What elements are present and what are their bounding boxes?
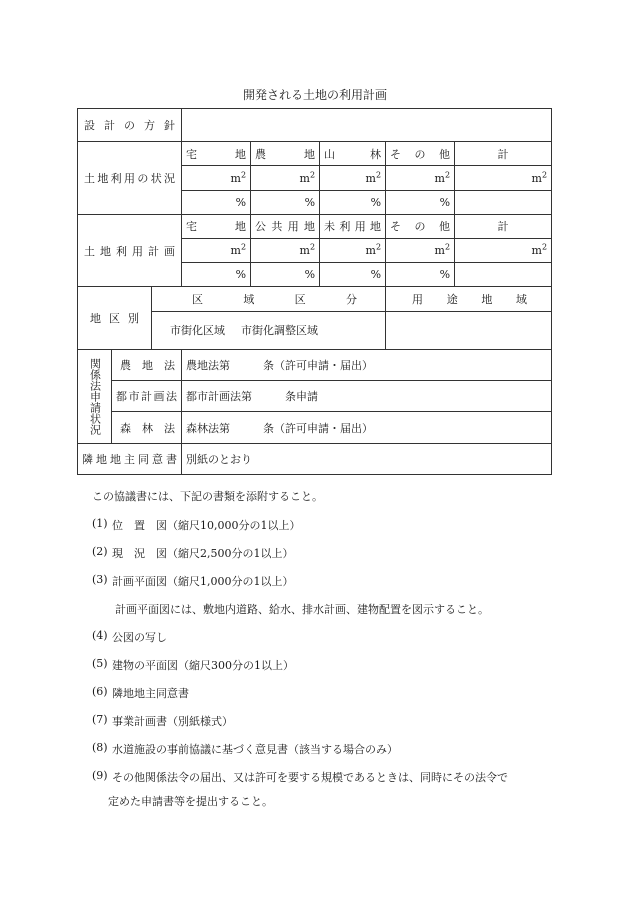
item9-continuation: 定めた申請書等を提出すること。 <box>108 795 273 808</box>
item-number: (2) <box>92 545 108 558</box>
list-item <box>92 545 562 573</box>
policy-field[interactable] <box>182 109 552 142</box>
attachment-notes <box>92 489 562 813</box>
law-name-2: 森林法 <box>120 421 176 435</box>
item-number: (8) <box>92 741 108 754</box>
list-item <box>92 573 562 601</box>
plan-label: 土地利用計画 <box>84 244 176 258</box>
list-item <box>92 629 562 657</box>
status-percent-field[interactable] <box>251 190 320 214</box>
list-item <box>92 741 562 769</box>
status-percent-field[interactable] <box>320 190 386 214</box>
status-area-field[interactable] <box>182 166 251 190</box>
area-unit-exp: 2 <box>444 242 451 252</box>
list-item <box>92 517 562 545</box>
item-number: (5) <box>92 657 108 670</box>
area-unit-exp: 2 <box>541 169 548 179</box>
status-area-field[interactable] <box>386 166 455 190</box>
law-name-1: 都市計画法 <box>116 390 178 404</box>
item-text: 隣地地主同意書 <box>112 687 189 700</box>
percent-unit: % <box>370 195 382 209</box>
zone-header-left-cell <box>152 287 386 311</box>
area-unit-exp: 2 <box>309 169 316 179</box>
area-unit-exp: 2 <box>240 242 247 252</box>
area-unit-exp: 2 <box>444 169 451 179</box>
law-name-cell-1 <box>112 381 182 412</box>
item-text: 事業計画書（別紙様式） <box>112 715 233 728</box>
status-percent-field[interactable] <box>386 190 455 214</box>
item-text: その他関係法令の届出、又は許可を要する規模であるときは、同時にその法令で <box>112 771 508 784</box>
page-title: 開発される土地の利用計画 <box>242 88 387 102</box>
item-text: 公図の写し <box>112 631 167 644</box>
list-item <box>92 769 562 793</box>
plan-header-4: 計 <box>455 214 552 238</box>
land-use-form <box>77 108 551 475</box>
status-header-2: 山林 <box>320 142 386 166</box>
item-text: 現 況 図（縮尺2,500分の1以上） <box>112 547 294 560</box>
plan-area-field[interactable] <box>386 239 455 263</box>
item-number: (7) <box>92 713 108 726</box>
law-field-2[interactable]: 森林法第 条（許可申請・届出） <box>182 412 552 443</box>
item-number: (3) <box>92 573 108 586</box>
law-name-cell-2 <box>112 412 182 443</box>
area-unit: m <box>531 244 542 258</box>
status-area-field[interactable] <box>320 166 386 190</box>
zone-header-right: 用途地域 <box>412 292 528 306</box>
percent-unit: % <box>235 195 247 209</box>
notes-intro: この協議書には、下記の書類を添附すること。 <box>92 490 323 503</box>
percent-unit: % <box>370 268 382 282</box>
law-name-0: 農地法 <box>120 359 176 373</box>
plan-area-field[interactable] <box>182 239 251 263</box>
item-number: (4) <box>92 629 108 642</box>
plan-header-0: 宅地 <box>182 214 251 238</box>
item3-note: 計画平面図には、敷地内道路、給水、排水計画、建物配置を図示すること。 <box>115 603 489 616</box>
percent-unit: % <box>235 268 247 282</box>
list-item <box>92 685 562 713</box>
status-label-cell <box>78 142 182 215</box>
status-header-0: 宅地 <box>182 142 251 166</box>
list-item <box>92 713 562 741</box>
policy-label: 設計の方針 <box>84 119 176 133</box>
plan-percent-field[interactable] <box>182 263 251 287</box>
plan-percent-field[interactable] <box>386 263 455 287</box>
zone-classification-field[interactable] <box>152 311 386 349</box>
percent-unit: % <box>439 268 451 282</box>
area-unit-exp: 2 <box>375 169 382 179</box>
consent-label: 隣地地主同意書 <box>82 452 178 466</box>
area-unit-exp: 2 <box>375 242 382 252</box>
relation-label: 関係法申請状況 <box>78 349 112 443</box>
area-unit: m <box>299 244 310 258</box>
plan-percent-field[interactable] <box>251 263 320 287</box>
status-percent-total-field[interactable] <box>455 190 552 214</box>
percent-unit: % <box>304 195 316 209</box>
law-field-0[interactable]: 農地法第 条（許可申請・届出） <box>182 349 552 380</box>
plan-header-3: その他 <box>386 214 455 238</box>
law-field-1[interactable]: 都市計画法第 条申請 <box>182 381 552 412</box>
area-unit-exp: 2 <box>541 242 548 252</box>
area-unit: m <box>365 171 376 185</box>
item-number: (9) <box>92 769 108 782</box>
item-text: 位 置 図（縮尺10,000分の1以上） <box>112 519 301 532</box>
item-number: (6) <box>92 685 108 698</box>
zone-header-left: 区域区分 <box>192 292 358 306</box>
percent-unit: % <box>439 195 451 209</box>
status-header-3: その他 <box>386 142 455 166</box>
area-unit: m <box>365 244 376 258</box>
plan-area-field[interactable] <box>320 239 386 263</box>
status-label: 土地利用の状況 <box>84 172 176 186</box>
plan-area-total-field[interactable] <box>455 239 552 263</box>
area-unit: m <box>531 171 542 185</box>
area-unit: m <box>230 244 241 258</box>
list-item <box>92 657 562 685</box>
item-text: 建物の平面図（縮尺300分の1以上） <box>112 659 294 672</box>
status-area-total-field[interactable] <box>455 166 552 190</box>
plan-percent-field[interactable] <box>320 263 386 287</box>
area-unit: m <box>230 171 241 185</box>
plan-percent-total-field[interactable] <box>455 263 552 287</box>
status-header-4: 計 <box>455 142 552 166</box>
policy-label-cell <box>78 109 182 142</box>
percent-unit: % <box>304 268 316 282</box>
area-unit: m <box>434 171 445 185</box>
plan-header-1: 公共用地 <box>251 214 320 238</box>
item-text: 水道施設の事前協議に基づく意見書（該当する場合のみ） <box>112 743 398 756</box>
zone-label-cell <box>78 287 152 350</box>
status-header-1: 農地 <box>251 142 320 166</box>
zone-label: 地区別 <box>90 312 139 326</box>
plan-label-cell <box>78 214 182 287</box>
plan-header-2: 未利用地 <box>320 214 386 238</box>
status-area-field[interactable] <box>251 166 320 190</box>
zone-use-district-field[interactable] <box>386 311 552 349</box>
zone-option-urbanization[interactable]: 市街化区域 <box>170 324 225 338</box>
item-number: (1) <box>92 517 108 530</box>
zone-option-controlled[interactable]: 市街化調整区域 <box>241 324 318 338</box>
item-text: 計画平面図（縮尺1,000分の1以上） <box>112 575 294 588</box>
zone-header-right-cell <box>386 287 552 311</box>
status-percent-field[interactable] <box>182 190 251 214</box>
area-unit-exp: 2 <box>240 169 247 179</box>
consent-field[interactable]: 別紙のとおり <box>182 443 552 474</box>
law-name-cell-0 <box>112 349 182 380</box>
consent-label-cell <box>78 443 182 474</box>
area-unit: m <box>299 171 310 185</box>
area-unit: m <box>434 244 445 258</box>
area-unit-exp: 2 <box>309 242 316 252</box>
plan-area-field[interactable] <box>251 239 320 263</box>
